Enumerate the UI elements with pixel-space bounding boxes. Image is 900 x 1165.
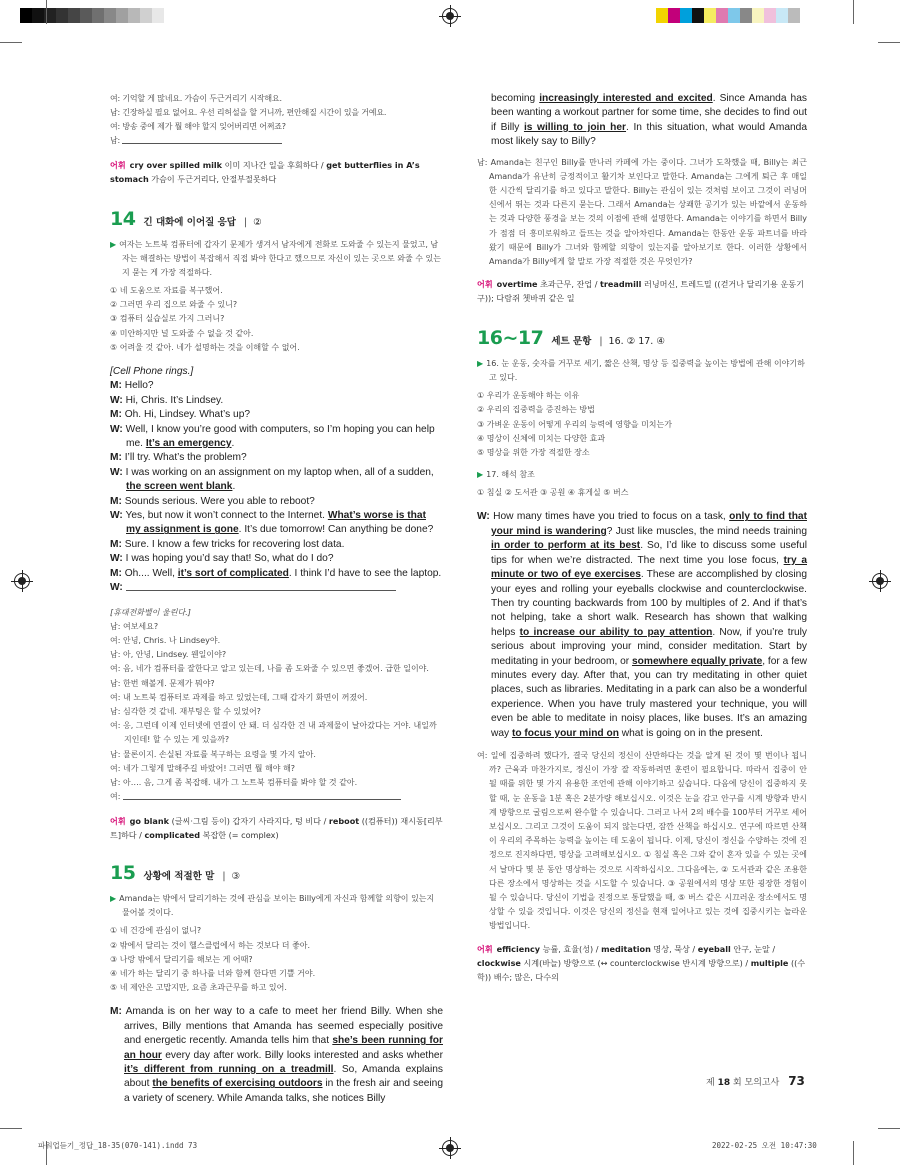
vocab-word: multiple [750, 957, 789, 968]
vocab-box-16-17 [477, 942, 807, 984]
text-run: becoming [491, 93, 540, 104]
option: ② 우리의 집중력을 증진하는 방법 [477, 405, 595, 415]
text-run: I was working on an assignment on my laptop when, all of a sudden, [122, 466, 434, 478]
text-run: . Now, if you’re truly serious about improving your mind, consider meditation. Start by meditating in your bedroom, or [491, 626, 807, 667]
vocab-def: 시계(바늘) 방향으로 (↔ counterclockwise 반시계 방향으로) / [520, 957, 751, 968]
question-15-explanation [110, 892, 443, 920]
key-phrase: it’s different from running on a treadmill [124, 1064, 334, 1075]
speaker-label: M: [110, 495, 122, 507]
vocab-tag: 어휘 [477, 279, 493, 290]
vocab-box-15 [477, 277, 807, 305]
vocab-word: treadmill [600, 279, 642, 290]
text-run: Hello? [121, 380, 154, 392]
vocab-box-14 [110, 814, 443, 842]
option: ③ 나랑 밖에서 달리기를 해보는 게 어때? [110, 954, 253, 964]
color-swatch [764, 8, 776, 23]
kr-dialogue-line: 남: 심각한 것 같네. 재부팅은 할 수 있었어? [110, 706, 261, 716]
text-run: . Since Amanda has been wanting a workout partner for some time, she decides to find out if Billy [491, 93, 807, 133]
key-phrase: she’s been running for an hour [124, 1035, 443, 1061]
vocab-tag: 어휘 [110, 816, 126, 827]
text-run: Sounds serious. Were you able to reboot? [121, 495, 315, 507]
question-16-17-translation: 여: 일에 집중하려 했다가, 결국 당신의 정신이 산만하다는 것을 알게 된 것이 몇 번이나 됩니까? 근육과 마찬가지로, 정신이 가장 잘 작동하려면 훈련이 필요합니다. 따라서 집중이 안 될 때를 위한 몇 가지 유용한 조언에 관해 이야기하고 싶습니다. 다음에 당신이 집중하지 못할 때, 눈 운동을 1분 혹은 2분가량 해보십시오. 이것은 눈을 감고 안구를 시계 방향과 반시계 방향으로 굴림으로써 완수할 수 있습니다. 그러고 나서 2의 배수를 100부터 거꾸로 세어 보십시오. 그리고 그것이 도움이 되지 않는다면, 잠깐 산책을 하십시오. 연구에 따르면 산책이 우리의 주목하는 능력을 높이는 데 도움이 됩니다. 이제, 당신이 정신을 수양하는 것에 진정으로 진지하다면, 명상을 고려해보십시오. ① 침실 혹은 그와 같이 혼자 있을 수 있는 곳에서 날마다 몇 분 동안 명상하는 것으로 시작하십시오. 그다음에는, ② 도서관과 같은 조용한 다른 장소에서 명상하는 것을 시도할 수 있습니다. ③ 공원에서의 명상 또한 굉장한 경험이 될 수 있습니다. 당신이 기법을 진정으로 통달했을 때, ⑤ 버스 같은 시끄러운 장소에서도 명상할 수 있을 것입니다. 이것은 당신의 정신을 현재 일어나고 있는 것에 집중시키는 놀라운 방법입니다. [477, 750, 807, 931]
text-run: . [232, 481, 236, 493]
color-swatch [152, 8, 164, 23]
color-swatch [668, 8, 680, 23]
vocab-def: 안구, 눈알 / [730, 943, 776, 954]
dialogue-line [110, 538, 443, 552]
kr-line: 여: 방송 중에 제가 뭘 해야 할지 잊어버리면 어쩌죠? [110, 122, 286, 131]
color-calibration-bar-right [656, 8, 800, 23]
question-title: 상황에 적절한 말 [143, 871, 215, 883]
option: ⑤ 네 제안은 고맙지만, 요즘 초과근무를 하고 있어. [110, 983, 287, 993]
question-title: 긴 대화에 이어질 응답 [143, 217, 236, 228]
vocab-word: eyeball [697, 943, 731, 954]
option: ② 그러면 우리 집으로 와줄 수 있니? [110, 300, 238, 310]
kr-dialogue-line: 남: 아, 안녕, Lindsey. 웬일이야? [110, 650, 227, 660]
color-swatch [140, 8, 152, 23]
question-number: 15 [110, 862, 136, 885]
text-run: Oh.... Well, [121, 567, 178, 579]
dialogue-line [110, 408, 443, 422]
option: ② 밖에서 달리는 것이 헬스클럽에서 하는 것보다 더 좋아. [110, 940, 311, 950]
color-swatch [56, 8, 68, 23]
question-15-script [110, 1005, 443, 1106]
text-run: , for a few minutes every day. After that, you can try meditating in other quiet places, such as libraries. Meditating in a park can also be a wonderful experience. When you have truly mastered your technique, you will even be able to meditate in noisy places, like buses. It’s an amazing way [491, 655, 808, 739]
color-swatch [776, 8, 788, 23]
crop-mark [853, 0, 854, 24]
answer-number: ③ [231, 871, 241, 883]
text-run: I was hoping you’d say that! So, what do I do? [122, 553, 334, 565]
dialogue-line [110, 495, 443, 509]
answer-blank [126, 583, 396, 591]
question-14-translation [110, 606, 443, 805]
footer-suffix: 회 모의고사 [732, 1078, 780, 1088]
text-run: I’ll try. What’s the problem? [121, 452, 247, 464]
dialogue-line [110, 379, 443, 393]
question-15-options [110, 924, 443, 995]
option: ④ 명상이 신체에 미치는 다양한 효과 [477, 433, 606, 443]
left-column [110, 92, 443, 1106]
option: ① 우리가 운동해야 하는 이유 [477, 391, 580, 401]
dialogue-line [110, 466, 443, 495]
registration-mark-left-icon [14, 573, 30, 589]
file-slug: 파워업듣기_정답_18-35(070-141).indd 73 [38, 1141, 198, 1150]
text-run: . These are accomplished by closing your eyes and rolling your eyeballs clockwise and counterclockwise. Then try counting backwards from 100 by multiples of 2. And if that’s not helping, take a short walk. Research has shown that walking helps [491, 569, 807, 638]
page-footer [706, 1074, 805, 1088]
color-swatch [20, 8, 32, 23]
color-swatch [680, 8, 692, 23]
key-phrase: What’s worse is that my assignment is gone [126, 510, 426, 536]
vocab-word: go blank [129, 816, 169, 827]
key-phrase: somewhere equally private [632, 655, 763, 667]
dialogue-line [110, 509, 443, 538]
text-run: what is going on in the present. [618, 727, 763, 739]
answer-number: 16. ② 17. ④ [608, 336, 665, 348]
crop-mark [853, 1141, 854, 1165]
color-swatch [128, 8, 140, 23]
question-15-translation: 남: Amanda는 친구인 Billy를 만나러 카페에 가는 중이다. 그녀가 도착했을 때, Billy는 최근 Amanda가 유난히 긍정적이고 활기차 보인다고 말한다. Amanda는 그에게 퇴근 후 매일 한 시간씩 달리기를 하고 있다고 말한다. Billy는 관심이 있는 것처럼 보이고 그것이 러닝머신에서 뛰는 것과 다른지 묻는다. 그래서 Amanda는 상쾌한 공기가 있는 바깥에서 운동하는 것과 다양한 풍경을 보는 것의 이점에 관해 설명한다. Amanda는 이야기를 하면서 Billy가 점점 더 흥미로워하고 들뜨는 것을 알아차린다. Amanda는 한동안 운동 파트너를 바라왔기 때문에 Billy가 그녀와 함께할 의향이 있는지를 알아보기로 한다. 이러한 상황에서 Amanda가 Billy에게 할 말로 가장 적절한 것은 무엇인가? [477, 157, 807, 267]
kr-dialogue-line: 여: 내 노트북 컴퓨터로 과제를 하고 있었는데, 그때 갑자기 화면이 꺼졌어. [110, 692, 368, 702]
option: ③ 가벼운 운동이 어떻게 우리의 능력에 영향을 미치는가 [477, 419, 672, 429]
speaker-label: W: [110, 510, 123, 522]
speaker-label: W: [477, 511, 490, 523]
explanation-text: 17. 해석 참조 [486, 470, 535, 480]
option: ① 네 도움으로 자료를 복구했어. [110, 286, 223, 295]
dialogue-line [110, 552, 443, 566]
option: ① 네 건강에 관심이 없니? [110, 926, 202, 936]
kr-dialogue-line: 남: 여보세요? [110, 621, 159, 631]
vocab-tag: 어휘 [477, 943, 493, 954]
option: ④ 네가 하는 달리기 중 하나를 너와 함께 한다면 기쁠 거야. [110, 968, 316, 978]
crop-mark [0, 42, 22, 43]
color-swatch [92, 8, 104, 23]
key-phrase: only to find that your mind is wandering [491, 511, 807, 537]
question-16-options [477, 389, 807, 460]
speaker-label: W: [110, 423, 123, 435]
color-swatch [704, 8, 716, 23]
speaker-label: W: [110, 466, 123, 478]
kr-dialogue-line: 여: 음, 네가 컴퓨터를 잘한다고 알고 있는데, 나를 좀 도와줄 수 있으면 좋겠어. 급한 일이야. [110, 664, 429, 674]
vocab-def: ((컴퓨터)) 재시동[리부트]하다 / [110, 816, 443, 841]
crop-mark [46, 0, 47, 24]
dialogue-line [110, 567, 443, 581]
separator: | [222, 871, 226, 883]
text-run: How many times have you tried to focus on a task, [489, 511, 730, 523]
triangle-bullet-icon: ▶ [110, 894, 117, 904]
question-16-17-script [477, 510, 807, 741]
crop-mark [878, 1128, 900, 1129]
kr-line: 여: 기억할 게 많네요. 가슴이 두근거리기 시작해요. [110, 94, 282, 103]
question-15-script-continued [477, 92, 807, 150]
key-phrase: in order to perform at its best [491, 540, 641, 552]
kr-dialogue-line: 여: 안녕, Chris. 나 Lindsey야. [110, 635, 221, 645]
footer-prefix: 제 [706, 1078, 715, 1088]
vocab-word: get butterflies in A’s stomach [110, 160, 420, 184]
color-swatch [116, 8, 128, 23]
stage-direction: [Cell Phone rings.] [110, 366, 194, 378]
speaker-label: M: [110, 567, 122, 579]
text-run: . So, Amanda explains about [124, 1064, 443, 1090]
text-run: Amanda is on her way to a cafe to meet her friend Billy. When she arrives, Billy mentions that Amanda has seemed especially positive and energetic recently. Amanda tells him that [121, 1006, 443, 1047]
key-phrase: the screen went blank [126, 481, 233, 493]
separator: | [599, 336, 603, 348]
kr-speaker: 남: [110, 136, 121, 145]
question-title: 세트 문항 [551, 336, 592, 348]
text-run: Well, I know you’re good with computers, so I’m hoping you can help me. [122, 423, 435, 450]
kr-dialogue-line: 여: 네가 그렇게 말해주길 바랐어! 그러면 뭘 해야 해? [110, 763, 296, 773]
speaker-label: M: [110, 380, 122, 392]
monologue-continued [491, 92, 807, 150]
vocab-def: 능률, 효율(성) / [540, 943, 602, 954]
question-14-options [110, 284, 443, 355]
color-swatch [68, 8, 80, 23]
text-run: . It’s due tomorrow! Can anything be done? [238, 524, 434, 536]
key-phrase: is willing to join her [523, 121, 627, 133]
key-phrase: It’s an emergency [145, 438, 232, 450]
vocab-box-13 [110, 158, 443, 186]
triangle-bullet-icon: ▶ [477, 359, 484, 369]
monologue-paragraph [477, 510, 807, 741]
color-swatch [692, 8, 704, 23]
kr-line: 남: 긴장하실 필요 없어요. 우선 리허설을 할 거니까, 편안해질 시간이 있을 거예요. [110, 108, 387, 117]
vocab-word: efficiency [496, 943, 541, 954]
answer-number: ② [253, 217, 262, 228]
question-16-explanation [477, 357, 807, 385]
vocab-word: overtime [496, 279, 538, 290]
option: ④ 미안하지만 널 도와줄 수 없을 것 같아. [110, 328, 254, 338]
color-calibration-bar-left [20, 8, 164, 23]
text-run: Oh. Hi, Lindsey. What’s up? [121, 409, 251, 421]
kr-line [110, 134, 443, 148]
triangle-bullet-icon: ▶ [477, 470, 484, 480]
vocab-tag: 어휘 [110, 160, 126, 170]
color-swatch [32, 8, 44, 23]
vocab-word: meditation [601, 943, 651, 954]
text-run: . So, I’d like to discuss some useful tips for when we’re distracted. The next time you lose focus, [491, 540, 808, 566]
vocab-def: 초과근무, 잔업 / [537, 279, 601, 290]
monologue-paragraph [110, 1005, 443, 1106]
color-swatch [728, 8, 740, 23]
speaker-label: W: [110, 394, 123, 406]
registration-mark-top-icon [442, 8, 458, 24]
key-phrase: it’s sort of complicated [177, 567, 289, 579]
explanation-text: 여자는 노트북 컴퓨터에 갑자기 문제가 생겨서 남자에게 전화로 도와줄 수 있는지 물었고, 남자는 해결하는 방법이 복잡해서 직접 봐야 한다고 했으므로 자신이 있는 곳으로 와줄 수 있는지 묻는 게 가장 적절하다. [119, 240, 441, 277]
vocab-def: 이미 지나간 일을 후회하다 / [222, 160, 327, 170]
vocab-def: (글씨·그림 등이) 갑자기 사라지다, 텅 비다 / [169, 816, 329, 827]
vocab-def: 러닝머신, 트레드밀 ((걷거나 달리기용 운동기구)); 다람쥐 쳇바퀴 같은 일 [477, 279, 804, 304]
dialogue-line [110, 394, 443, 408]
key-phrase: increasingly interested and excited [539, 93, 713, 104]
question-15-header [110, 862, 443, 884]
question-17-explanation [477, 468, 807, 482]
question-17-options: ① 침실 ② 도서관 ③ 공원 ④ 휴게실 ⑤ 버스 [477, 488, 629, 498]
vocab-word: complicated [144, 830, 201, 841]
speaker-label: M: [110, 1006, 122, 1018]
explanation-text: Amanda는 밖에서 달리기하는 것에 관심을 보이는 Billy에게 자신과 함께할 의향이 있는지 물어볼 것이다. [119, 894, 435, 918]
right-column [477, 92, 807, 984]
color-swatch [740, 8, 752, 23]
vocab-word: reboot [328, 816, 360, 827]
question-number: 14 [110, 208, 136, 230]
question-14-script [110, 365, 443, 596]
kr-dialogue-line: 여: 응, 그런데 이제 인터넷에 연결이 안 돼. 더 심각한 건 내 과제물이 날아갔다는 거야. 내일까지인데! 할 수 있는 게 있을까? [110, 721, 437, 745]
color-swatch [656, 8, 668, 23]
answer-blank [123, 792, 401, 800]
registration-mark-right-icon [872, 573, 888, 589]
kr-dialogue-line: 남: 아…. 음, 그게 좀 복잡해. 내가 그 노트북 컴퓨터를 봐야 할 것 같아. [110, 777, 358, 787]
vocab-word: clockwise [477, 957, 521, 968]
option: ③ 컴퓨터 실습실로 가지 그러니? [110, 314, 225, 324]
question-14-explanation [110, 238, 443, 280]
crop-mark [0, 1128, 22, 1129]
page-number: 73 [788, 1074, 805, 1088]
text-run: . In this situation, what would Amanda most likely say to Billy? [491, 121, 807, 148]
dialogue-line [110, 423, 443, 452]
dialogue-line [110, 581, 443, 595]
option: ⑤ 명상을 위한 가장 적절한 장소 [477, 448, 590, 458]
key-phrase: to focus your mind on [511, 727, 619, 739]
triangle-bullet-icon: ▶ [110, 240, 117, 249]
text-run: Yes, but now it won’t connect to the Internet. [122, 510, 328, 522]
registration-mark-bottom-icon [442, 1140, 458, 1156]
text-run: in the fresh air and seeing a variety of scenery. While Amanda talks, she notices Billy [124, 1078, 444, 1104]
footer-round: 18 [717, 1078, 731, 1088]
color-swatch [752, 8, 764, 23]
key-phrase: to increase our ability to pay attention [519, 626, 713, 638]
dialogue-line [110, 451, 443, 465]
vocab-def: ((수학)) 배수; 많은, 다수의 [477, 957, 806, 982]
color-swatch [104, 8, 116, 23]
vocab-def: 명상, 묵상 / [650, 943, 698, 954]
kr-dialogue-line: 남: 물론이지. 손실된 자료를 복구하는 요령을 몇 가지 알아. [110, 749, 316, 759]
answer-blank [122, 136, 282, 144]
vocab-word: cry over spilled milk [129, 160, 223, 170]
text-run: every day after work. Billy looks interested and asks whether [161, 1049, 443, 1061]
kr-dialogue-lines [110, 620, 443, 805]
speaker-label: W: [110, 553, 123, 565]
dialogue-lines [110, 379, 443, 595]
question-number: 16~17 [477, 327, 544, 350]
text-run: ? Just like muscles, the mind needs training [606, 525, 808, 537]
option: ⑤ 어려울 것 같아. 네가 설명하는 것을 이해할 수 없어. [110, 342, 300, 352]
vocab-def: 복잡한 (= complex) [200, 830, 279, 841]
speaker-label: M: [110, 409, 122, 421]
key-phrase: the benefits of exercising outdoors [152, 1078, 323, 1090]
question-14-header [110, 208, 443, 230]
crop-mark [878, 42, 900, 43]
text-run: . I think I’d have to see the laptop. [288, 567, 442, 579]
kr-stage-direction: [휴대전화벨이 울린다.] [110, 607, 191, 617]
text-run: . [231, 438, 235, 450]
text-run: Sure. I know a few tricks for recovering lost data. [121, 538, 345, 550]
color-swatch [788, 8, 800, 23]
prev-dialogue-korean [110, 92, 443, 148]
separator: | [243, 217, 248, 228]
speaker-label: M: [110, 452, 122, 464]
explanation-text: 16. 눈 운동, 숫자를 거꾸로 세기, 짧은 산책, 명상 등 집중력을 높이는 방법에 관해 이야기하고 있다. [486, 359, 805, 383]
key-phrase: try a minute or two of eye exercises [491, 554, 807, 581]
timestamp-slug: 2022-02-25 오전 10:47:30 [712, 1141, 817, 1150]
kr-dialogue-line: 여: [110, 790, 443, 804]
question-16-17-header [477, 327, 807, 349]
speaker-label: W: [110, 582, 123, 594]
kr-dialogue-line: 남: 한번 해볼게. 문제가 뭐야? [110, 678, 215, 688]
color-swatch [80, 8, 92, 23]
color-swatch [716, 8, 728, 23]
vocab-def: 가슴이 두근거리다, 안절부절못하다 [148, 174, 277, 184]
text-run: Hi, Chris. It’s Lindsey. [122, 394, 224, 406]
speaker-label: M: [110, 538, 122, 550]
